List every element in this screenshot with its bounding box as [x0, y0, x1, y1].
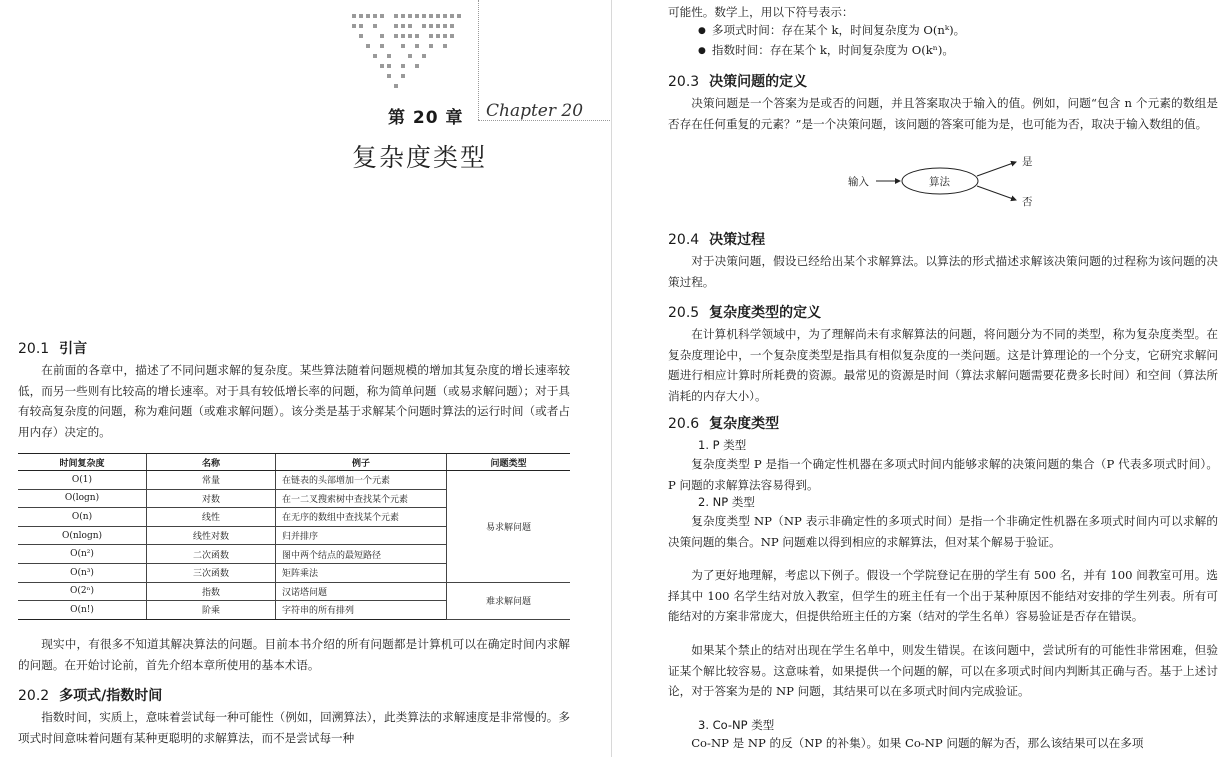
table-cell: O(1) — [18, 471, 147, 490]
decoration-dot — [352, 14, 356, 18]
np-class-paragraph: 复杂度类型 NP（NP 表示非确定性的多项式时间）是指一个非确定性机器在多项式时间内可以求解的决策问题的集合。NP 问题难以得到相应的求解算法，但对某个解易于验证。 — [668, 514, 1218, 549]
decoration-dot — [401, 24, 405, 28]
diagram-yes-label: 是 — [1022, 156, 1033, 168]
table-cell: 在一二叉搜索树中查找某个元素 — [276, 489, 447, 508]
bullet-polynomial: ● 多项式时间：存在某个 k，时间复杂度为 O(nᵏ)。 — [698, 22, 965, 38]
table-cell: O(n²) — [18, 545, 147, 564]
decision-diagram — [840, 154, 1050, 210]
subheading-p-class: 1. P 类型 — [698, 438, 747, 452]
section-title: 复杂度类型 — [709, 416, 780, 432]
section-heading-20-6 — [668, 413, 779, 433]
decoration-dot — [429, 24, 433, 28]
table-cell: 阶乘 — [147, 601, 276, 620]
decoration-dot — [443, 24, 447, 28]
subheading-conp-class: 3. Co-NP 类型 — [698, 718, 775, 732]
section-heading-20-1 — [18, 338, 87, 358]
np-verify-paragraph: 如果某个禁止的结对出现在学生名单中，则发生错误。在该问题中，尝试所有的可能性非常困难，但验证某个解比较容易。这意味着，如果提供一个问题的解，可以在多项式时间内判断其正确与否。基于上述讨论，对于答案为是的 NP 问题，其结果可以在多项式时间内完成验证。 — [668, 643, 1218, 698]
section-title: 复杂度类型的定义 — [709, 305, 822, 321]
decoration-dot — [408, 54, 412, 58]
section-number: 20.2 — [18, 688, 50, 704]
decoration-dot — [443, 44, 447, 48]
complexity-table — [18, 453, 570, 620]
table-cell: O(2ⁿ) — [18, 582, 147, 601]
table-cell: 字符串的所有排列 — [276, 601, 447, 620]
section-number: 20.4 — [668, 232, 700, 248]
decoration-dot — [450, 34, 454, 38]
section-number: 20.5 — [668, 305, 700, 321]
decoration-dot — [373, 14, 377, 18]
diagram-no-label: 否 — [1022, 196, 1033, 208]
table-cell: 归并排序 — [276, 526, 447, 545]
arrow-no — [977, 186, 1016, 200]
decoration-dot — [380, 64, 384, 68]
table-cell: 在无序的数组中查找某个元素 — [276, 508, 447, 527]
conp-class-paragraph: Co-NP 是 NP 的反（NP 的补集）。如果 Co-NP 问题的解为否，那么该结果可以在多项 — [691, 736, 1144, 750]
complexity-class-def-paragraph: 在计算机科学领域中，为了理解尚未有求解算法的问题，将问题分为不同的类型，称为复杂度类型。在复杂度理论中，一个复杂度类型是指具有相似复杂度的一类问题。这是计算理论的一个分支，它研究求解问题进行相应计算时所耗费的资源。最常见的资源是时间（算法求解问题需要花费多长时间）和空间（算法所消耗的内存大小）。 — [668, 327, 1218, 403]
decoration-dot — [394, 84, 398, 88]
decision-procedure-paragraph: 对于决策问题，假设已经给出某个求解算法。以算法的形式描述求解该决策问题的过程称为该问题的决策过程。 — [668, 254, 1218, 289]
p-class-paragraph: 复杂度类型 P 是指一个确定性机器在多项式时间内能够求解的决策问题的集合（P 代表多项式时间）。P 问题的求解算法容易得到。 — [668, 457, 1218, 492]
chapter-divider-vertical — [478, 0, 479, 120]
table-cell: 指数 — [147, 582, 276, 601]
group-hard: 难求解问题 — [447, 582, 571, 619]
decoration-dot — [401, 34, 405, 38]
decoration-dot — [415, 34, 419, 38]
decoration-dot — [401, 44, 405, 48]
decision-problem-paragraph: 决策问题是一个答案为是或否的问题，并且答案取决于输入的值。例如，问题“包含 n 个元素的数组是否存在任何重复的元素？”是一个决策问题，该问题的答案可能为是，也可能为否，取决于输入数组的值。 — [668, 96, 1218, 131]
decoration-dot — [429, 34, 433, 38]
table-cell: 在链表的头部增加一个元素 — [276, 471, 447, 490]
decoration-dot — [387, 54, 391, 58]
decoration-dot — [401, 74, 405, 78]
table-cell: 线性 — [147, 508, 276, 527]
table-row — [18, 582, 570, 601]
np-example-paragraph: 为了更好地理解，考虑以下例子。假设一个学院登记在册的学生有 500 名，并有 100 间教室可用。选择其中 100 名学生结对放入教室，但学生的班主任有一个出于某种原因不能结对安排的学生列表。所有可能结对的方案非常庞大，但提供给班主任的方案（结对的学生名单）容易验证是否存在错误。 — [668, 568, 1218, 623]
decoration-dot — [394, 24, 398, 28]
table-cell: 图中两个结点的最短路径 — [276, 545, 447, 564]
decoration-dot — [366, 14, 370, 18]
decoration-dot — [436, 34, 440, 38]
poly-exp-continued: 可能性。数学上，用以下符号表示： — [668, 5, 854, 19]
decoration-dot — [443, 14, 447, 18]
decoration-dot — [429, 44, 433, 48]
chapter-number: 第 20 章 — [388, 108, 464, 128]
decoration-dot — [415, 64, 419, 68]
section-title: 引言 — [59, 341, 88, 357]
section-number: 20.1 — [18, 341, 50, 357]
decoration-dot — [450, 14, 454, 18]
decoration-dot — [380, 44, 384, 48]
decoration-dot — [387, 64, 391, 68]
decoration-dot — [436, 14, 440, 18]
table-cell: O(n³) — [18, 563, 147, 582]
decoration-dot — [422, 14, 426, 18]
section-number: 20.6 — [668, 416, 700, 432]
section-heading-20-2 — [18, 685, 162, 705]
decoration-dot — [373, 24, 377, 28]
table-header: 例子 — [276, 454, 447, 471]
subheading-np-class: 2. NP 类型 — [698, 495, 755, 509]
table-cell: O(nlogn) — [18, 526, 147, 545]
table-cell: 线性对数 — [147, 526, 276, 545]
table-row — [18, 471, 570, 490]
section-heading-20-5 — [668, 302, 821, 322]
chapter-decoration-dots — [352, 14, 472, 98]
section-title: 决策过程 — [709, 232, 766, 248]
diagram-algorithm-label: 算法 — [929, 176, 950, 188]
table-header: 问题类型 — [447, 454, 571, 471]
decoration-dot — [401, 64, 405, 68]
section-heading-20-4 — [668, 229, 765, 249]
intro-paragraph: 在前面的各章中，描述了不同问题求解的复杂度。某些算法随着问题规模的增加其复杂度的增长速率较低，而另一些则有比较高的增长速率。对于具有较低增长率的问题，称为简单问题（或易求解问题）；对于具有较高复杂度的问题，称为难问题（或难求解问题）。该分类是基于求解某个问题时算法的运行时间（或者占用内存）决定的。 — [18, 363, 570, 439]
left-page — [0, 0, 612, 757]
table-cell: O(n) — [18, 508, 147, 527]
decoration-dot — [429, 14, 433, 18]
table-header: 时间复杂度 — [18, 454, 147, 471]
group-easy: 易求解问题 — [447, 471, 571, 583]
decoration-dot — [380, 14, 384, 18]
decoration-dot — [366, 44, 370, 48]
table-cell: O(n!) — [18, 601, 147, 620]
decoration-dot — [408, 14, 412, 18]
decoration-dot — [443, 34, 447, 38]
section-title: 决策问题的定义 — [709, 74, 808, 90]
decoration-dot — [380, 34, 384, 38]
decoration-dot — [394, 34, 398, 38]
table-cell: 矩阵乘法 — [276, 563, 447, 582]
section-number: 20.3 — [668, 74, 700, 90]
decoration-dot — [450, 24, 454, 28]
decoration-dot — [387, 74, 391, 78]
intro-paragraph-2: 现实中，有很多不知道其解决算法的问题。目前本书介绍的所有问题都是计算机可以在确定时间内求解的问题。在开始讨论前，首先介绍本章所使用的基本术语。 — [18, 637, 570, 672]
decoration-dot — [422, 54, 426, 58]
table-cell: O(logn) — [18, 489, 147, 508]
decoration-dot — [359, 14, 363, 18]
decoration-dot — [408, 34, 412, 38]
diagram-input-label: 输入 — [848, 176, 869, 188]
decoration-dot — [422, 24, 426, 28]
chapter-script-label: Chapter 20 — [486, 101, 584, 121]
decoration-dot — [408, 24, 412, 28]
decoration-dot — [415, 44, 419, 48]
bullet-exponential: ● 指数时间：存在某个 k，时间复杂度为 O(kⁿ)。 — [698, 42, 954, 58]
table-cell: 常量 — [147, 471, 276, 490]
decoration-dot — [352, 24, 356, 28]
table-header: 名称 — [147, 454, 276, 471]
table-cell: 二次函数 — [147, 545, 276, 564]
table-cell: 汉诺塔问题 — [276, 582, 447, 601]
table-cell: 对数 — [147, 489, 276, 508]
right-page — [612, 0, 1226, 757]
decoration-dot — [415, 14, 419, 18]
section-heading-20-3 — [668, 71, 807, 91]
arrow-yes — [977, 162, 1016, 176]
chapter-title: 复杂度类型 — [352, 143, 488, 172]
decoration-dot — [436, 24, 440, 28]
table-cell: 三次函数 — [147, 563, 276, 582]
table-header-row — [18, 454, 570, 471]
section-title: 多项式/指数时间 — [59, 688, 163, 704]
decoration-dot — [373, 54, 377, 58]
decoration-dot — [359, 34, 363, 38]
decoration-dot — [457, 14, 461, 18]
decoration-dot — [359, 24, 363, 28]
decoration-dot — [401, 14, 405, 18]
decoration-dot — [394, 14, 398, 18]
poly-exp-paragraph: 指数时间，实质上，意味着尝试每一种可能性（例如，回溯算法），此类算法的求解速度是非常慢的。多项式时间意味着问题有某种更聪明的求解算法，而不是尝试每一种 — [18, 710, 570, 745]
